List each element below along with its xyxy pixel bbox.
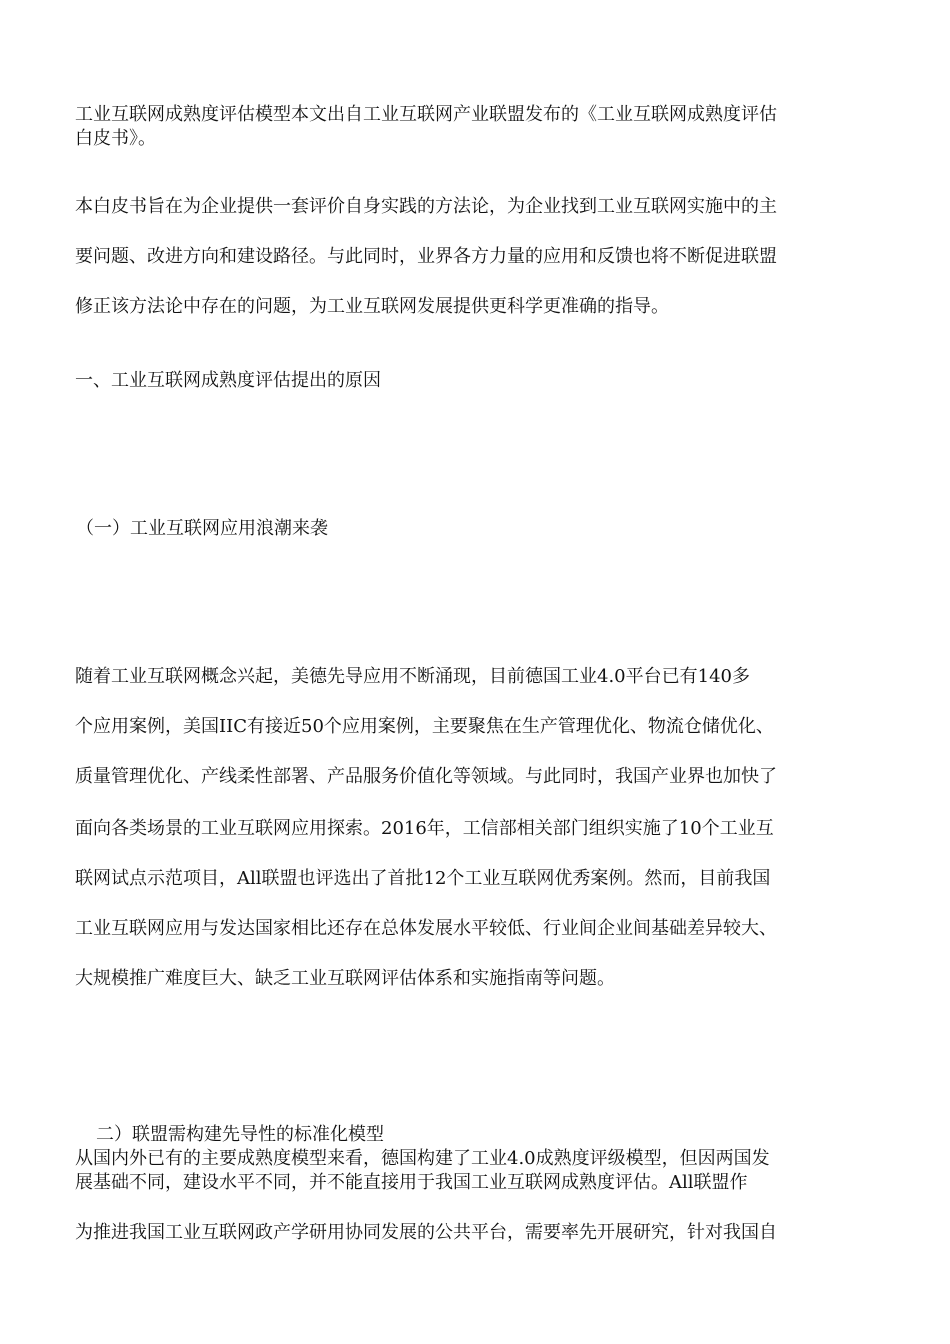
subsection1-line-4: 面向各类场景的工业互联网应用探索。2016年，工信部相关部门组织实施了10个工业互 — [75, 818, 774, 839]
section1-heading: 一、工业互联网成熟度评估提出的原因 — [75, 370, 381, 391]
subsection1-line-1: 随着工业互联网概念兴起，美德先导应用不断涌现，目前德国工业4.0平台已有140多 — [75, 666, 750, 687]
subsection1-line-5: 联网试点示范项目，All联盟也评选出了首批12个工业互联网优秀案例。然而，目前我国 — [75, 868, 771, 889]
intro-line-2: 白皮书》。 — [75, 128, 156, 149]
subsection2-line-2: 展基础不同，建设水平不同，并不能直接用于我国工业互联网成熟度评估。All联盟作 — [75, 1172, 748, 1193]
purpose-line-3: 修正该方法论中存在的问题，为工业互联网发展提供更科学更准确的指导。 — [75, 296, 669, 317]
purpose-line-2: 要问题、改进方向和建设路径。与此同时，业界各方力量的应用和反馈也将不断促进联盟 — [75, 246, 777, 267]
subsection2-line-3: 为推进我国工业互联网政产学研用协同发展的公共平台，需要率先开展研究，针对我国自 — [75, 1222, 777, 1243]
purpose-line-1: 本白皮书旨在为企业提供一套评价自身实践的方法论，为企业找到工业互联网实施中的主 — [75, 196, 777, 217]
subsection1-line-2: 个应用案例，美国IIC有接近50个应用案例，主要聚焦在生产管理优化、物流仓储优化、 — [75, 716, 774, 737]
subsection1-line-7: 大规模推广难度巨大、缺乏工业互联网评估体系和实施指南等问题。 — [75, 968, 615, 989]
subsection1-line-6: 工业互联网应用与发达国家相比还存在总体发展水平较低、行业间企业间基础差异较大、 — [75, 918, 777, 939]
subsection1-line-3: 质量管理优化、产线柔性部署、产品服务价值化等领域。与此同时，我国产业界也加快了 — [75, 766, 777, 787]
intro-line-1: 工业互联网成熟度评估模型本文出自工业互联网产业联盟发布的《工业互联网成熟度评估 — [75, 104, 777, 125]
subsection1-heading: （一）工业互联网应用浪潮来袭 — [76, 518, 328, 539]
subsection2-heading: 二）联盟需构建先导性的标准化模型 — [96, 1124, 384, 1145]
subsection2-line-1: 从国内外已有的主要成熟度模型来看，德国构建了工业4.0成熟度评级模型，但因两国发 — [75, 1148, 770, 1169]
